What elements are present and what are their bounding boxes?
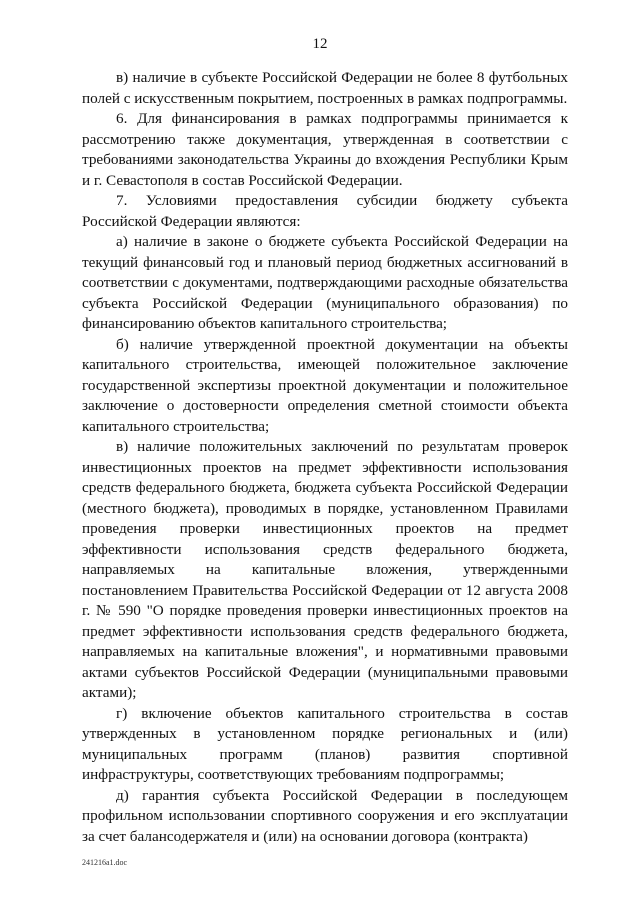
paragraph-item-g-programs: г) включение объектов капитального строительства в состав утвержденных в установленном порядке региональных и (или) муниципальных программ (планов) развития спортивной инфраструктуры, соответствующих требованиям подпрограммы; (82, 704, 568, 783)
paragraph-item-a-budget-law: а) наличие в законе о бюджете субъекта Российской Федерации на текущий финансовый год и плановый период бюджетных ассигнований в соответствии с документами, подтверждающими расходные обязательства субъекта Российской Федерации (муниципального образования) по финансированию объектов капитального строительства; (82, 233, 568, 332)
document-body (82, 68, 568, 847)
paragraph-6-documentation: 6. Для финансирования в рамках подпрограммы принимается к рассмотрению также документация, утвержденная в соответствии с требованиями законодательства Украины до вхождения Республики Крым и г. Севастополя в состав Российской Федерации. (82, 110, 568, 189)
paragraph-item-v-football-fields: в) наличие в субъекте Российской Федерации не более 8 футбольных полей с искусственным покрытием, построенных в рамках подпрограммы. (82, 69, 568, 107)
paragraph-item-d-guarantee: д) гарантия субъекта Российской Федерации в последующем профильном использовании спортивного сооружения и его эксплуатации за счет балансодержателя и (или) на основании договора (контракта) (82, 786, 568, 845)
paragraph-item-v-investment-review: в) наличие положительных заключений по результатам проверок инвестиционных проектов на предмет эффективности использования средств федерального бюджета, бюджета субъекта Российской Федерации (местного бюджета), проводимых в порядке, установленном Правилами проведения проверки инвестиционных проектов на предмет эффективности использования средств федерального бюджета, направляемых на капитальные вложения, утвержденными постановлением Правительства Российской Федерации от 12 августа 2008 г. № 590 "О порядке проведения проверки инвестиционных проектов на предмет эффективности использования средств федерального бюджета, направляемых на капитальные вложения", и нормативными правовыми актами субъектов Российской Федерации (муниципальными правовыми актами); (82, 438, 568, 701)
footer-file-code: 241216a1.doc (82, 858, 128, 867)
page-number: 12 (312, 36, 328, 52)
paragraph-item-b-project-docs: б) наличие утвержденной проектной документации на объекты капитального строительства, имеющей положительное заключение государственной экспертизы проектной документации и положительное заключение о достоверности определения сметной стоимости объекта капитального строительства; (82, 335, 568, 435)
paragraph-7-conditions: 7. Условиями предоставления субсидии бюджету субъекта Российской Федерации являются: (82, 192, 568, 230)
